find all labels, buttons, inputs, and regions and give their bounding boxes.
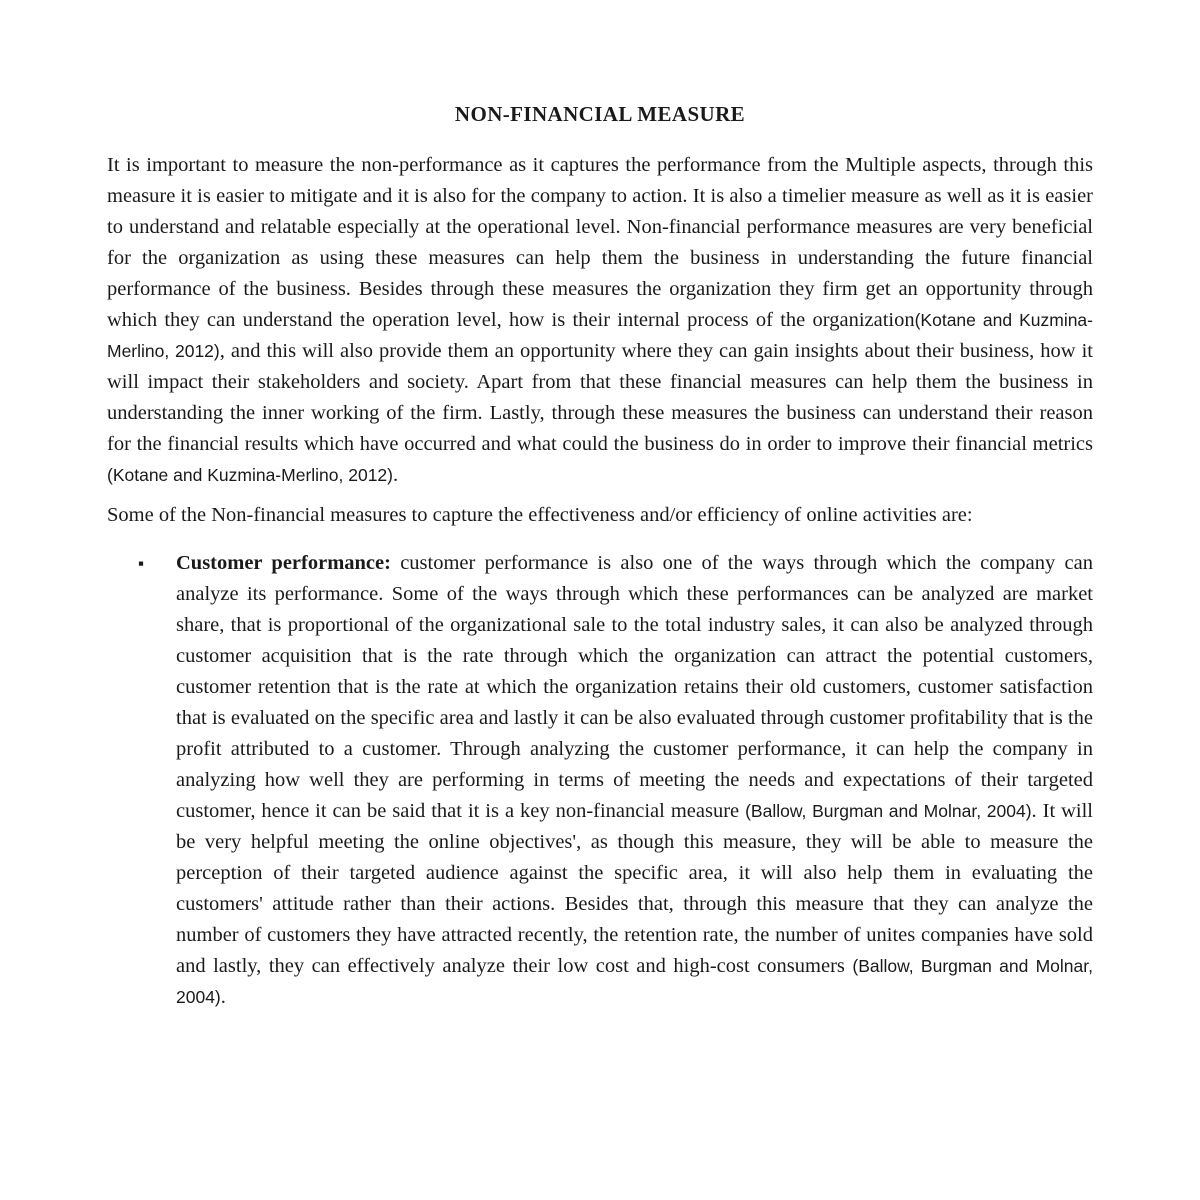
page-title: NON-FINANCIAL MEASURE	[454, 102, 746, 126]
text-segment: .	[393, 464, 399, 486]
text-segment: (Ballow, Burgman and Molnar, 2004)	[745, 801, 1032, 821]
text-segment: .	[220, 986, 226, 1008]
bullet-item-text	[176, 552, 1093, 1008]
text-segment: , and this will also provide them an opportunity where they can gain insights about their business, how it will impact their stakeholders and society. Apart from that these financial measures can help them the business in understanding the inner working of the firm. Lastly, through these measures the business can understand their reason for the financial results which have occurred and what could the business do in order to improve their financial metrics	[107, 340, 1093, 455]
text-segment: (Ballow, Burgman and Molnar, 2004)	[176, 956, 1093, 1007]
text-segment: (Kotane and Kuzmina-Merlino, 2012)	[107, 310, 1093, 361]
text-segment: It is important to measure the non-performance as it captures the performance from the Multiple aspects, through this measure it is easier to mitigate and it is also for the company to action. It is also a timelier measure as well as it is easier to understand and relatable especially at the operational level. Non-financial performance measures are very beneficial for the organization as using these measures can help them the business in understanding the future financial performance of the business. Besides through these measures the organization they firm get an opportunity through which they can understand the operation level, how is their internal process of the organization	[107, 154, 1093, 331]
text-segment: Customer performance:	[176, 552, 391, 574]
list-lead-paragraph: Some of the Non-financial measures to capture the effectiveness and/or efficiency of online activities are:	[107, 504, 973, 526]
non-financial-measures-list	[107, 548, 1093, 1013]
square-bullet-icon: ▪	[138, 554, 145, 573]
text-segment: customer performance is also one of the ways through which the company can analyze its performance. Some of the ways through which these performances can be analyzed are market share, that is proportional of the organizational sale to the total industry sales, it can also be analyzed through customer acquisition that is the rate through which the organization can attract the potential customers, customer retention that is the rate at which the organization retains their old customers, customer satisfaction that is evaluated on the specific area and lastly it can be also evaluated through customer profitability that is the profit attributed to a customer. Through analyzing the customer performance, it can help the company in analyzing how well they are performing in terms of meeting the needs and expectations of their targeted customer, hence it can be said that it is a key non-financial measure	[176, 552, 1093, 822]
intro-paragraph	[107, 150, 1093, 491]
list-item-customer-performance	[107, 548, 1093, 1013]
text-segment: . It will be very helpful meeting the online objectives', as though this measure, they will be able to measure the perception of their targeted audience against the specific area, it will also help them in evaluating the customers' attitude rather than their actions. Besides that, through this measure that they can analyze the number of customers they have attracted recently, the retention rate, the number of unites companies have sold and lastly, they can effectively analyze their low cost and high-cost consumers	[176, 800, 1093, 977]
text-segment: (Kotane and Kuzmina-Merlino, 2012)	[107, 465, 393, 485]
